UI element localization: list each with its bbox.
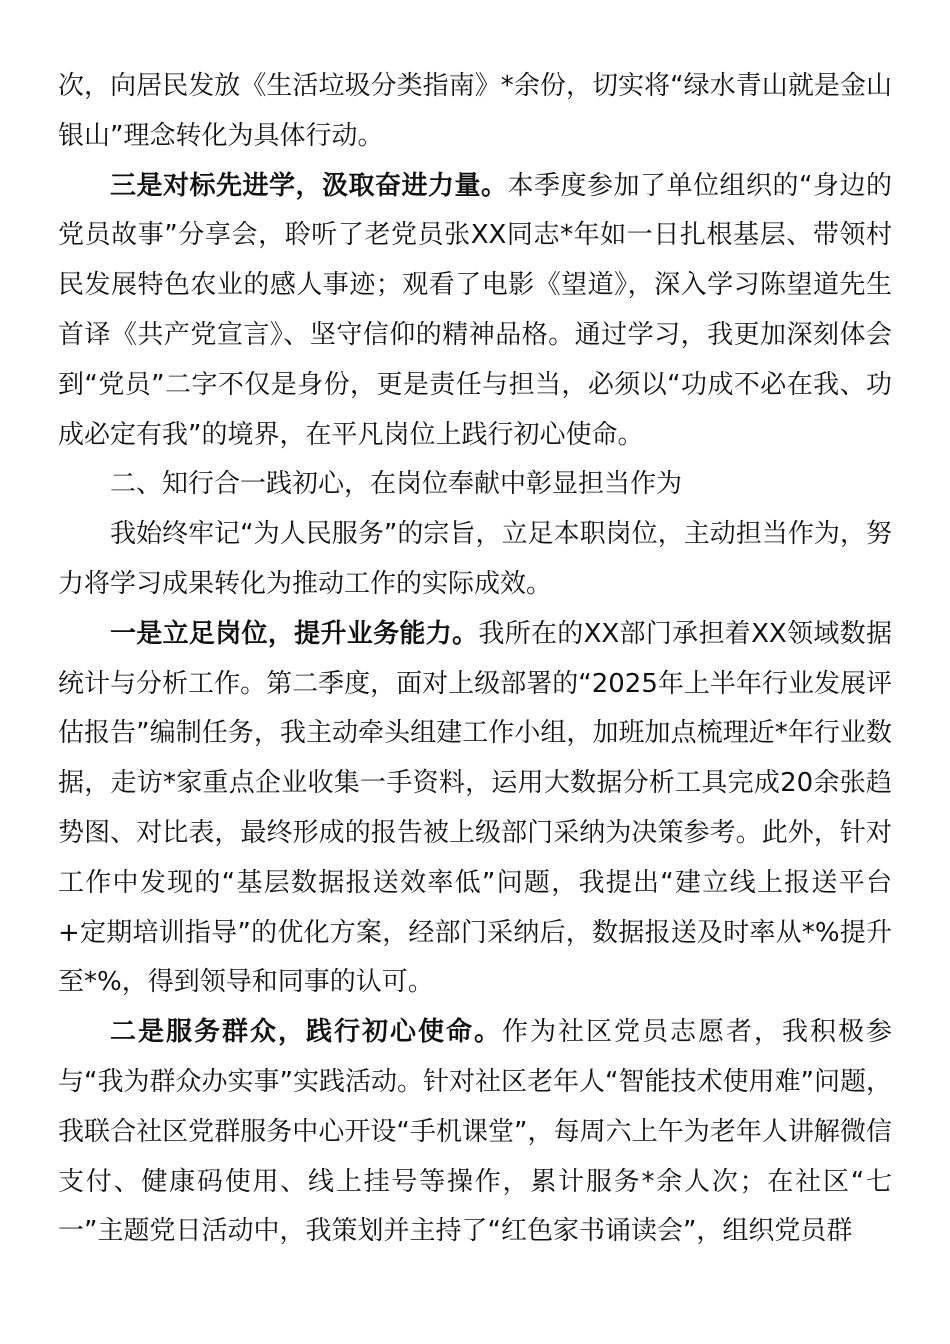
paragraph-serve-people xyxy=(58,1008,892,1257)
paragraph-learn-from-advanced xyxy=(58,162,892,461)
paragraph-lead-bold: 二是服务群众，践行初心使命。 xyxy=(110,1017,502,1048)
document-page xyxy=(58,62,892,1257)
paragraph-lead-bold: 一是立足岗位，提升业务能力。 xyxy=(110,618,479,649)
paragraph-section-intro: 我始终牢记“为人民服务”的宗旨，立足本职岗位，主动担当作为，努力将学习成果转化为推动工作的实际成效。 xyxy=(58,519,892,599)
paragraph-job-performance xyxy=(58,610,892,1008)
section-heading-2: 二、知行合一践初心，在岗位奉献中彰显担当作为 xyxy=(110,469,683,500)
paragraph-body: 我所在的XX部门承担着XX领域数据统计与分析工作。第二季度，面对上级部署的“2025年上半年行业发展评估报告”编制任务，我主动牵头组建工作小组，加班加点梳理近*年行业数据，走访*家重点企业收集一手资料，运用大数据分析工具完成20余张趋势图、对比表，最终形成的报告被上级部门采纳为决策参考。此外，针对工作中发现的“基层数据报送效率低”问题，我提出“建立线上报送平台+定期培训指导”的优化方案，经部门采纳后，数据报送及时率从*%提升至*%，得到领导和同事的认可。 xyxy=(58,618,892,998)
paragraph-lead-bold: 三是对标先进学，汲取奋进力量。 xyxy=(110,170,508,201)
paragraph-continuation: 次，向居民发放《生活垃圾分类指南》*余份，切实将“绿水青山就是金山银山”理念转化为具体行动。 xyxy=(58,71,892,151)
paragraph-body: 作为社区党员志愿者，我积极参与“我为群众办实事”实践活动。针对社区老年人“智能技术使用难”问题，我联合社区党群服务中心开设“手机课堂”，每周六上午为老年人讲解微信支付、健康码使用、线上挂号等操作，累计服务*余人次；在社区“七一”主题党日活动中，我策划并主持了“红色家书诵读会”，组织党员群 xyxy=(58,1017,892,1247)
paragraph-body: 本季度参加了单位组织的“身边的党员故事”分享会，聆听了老党员张XX同志*年如一日扎根基层、带领村民发展特色农业的感人事迹；观看了电影《望道》，深入学习陈望道先生首译《共产党宣言》、坚守信仰的精神品格。通过学习，我更加深刻体会到“党员”二字不仅是身份，更是责任与担当，必须以“功成不必在我、功成必定有我”的境界，在平凡岗位上践行初心使命。 xyxy=(58,170,892,450)
